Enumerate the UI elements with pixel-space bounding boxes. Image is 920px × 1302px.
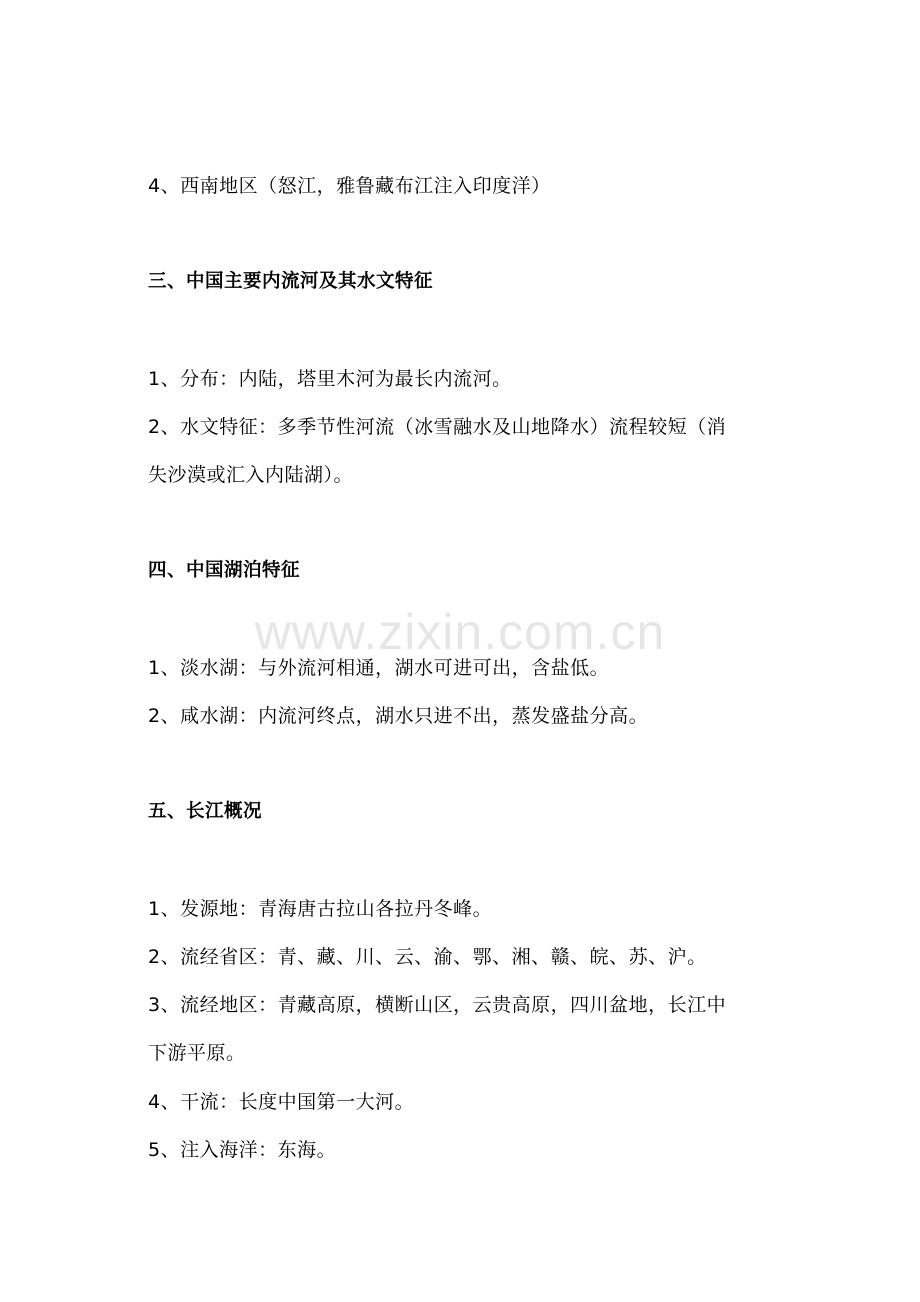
list-item-ocean: 5、注入海洋：东海。 [148,1139,337,1161]
watermark: www.zixin.com.cn [254,604,666,660]
list-item-southwest-rivers: 4、西南地区（怒江，雅鲁藏布江注入印度洋） [148,175,551,197]
list-item-regions-continued: 下游平原。 [148,1042,246,1064]
section-heading-lakes: 四、中国湖泊特征 [148,560,301,581]
list-item-provinces: 2、流经省区：青、藏、川、云、渝、鄂、湘、赣、皖、苏、沪。 [148,946,707,968]
list-item-source: 1、发源地：青海唐古拉山各拉丹冬峰。 [148,898,493,920]
list-item-regions: 3、流经地区：青藏高原，横断山区，云贵高原，四川盆地，长江中 [148,994,727,1016]
list-item-main-stream: 4、干流：长度中国第一大河。 [148,1091,415,1113]
section-heading-yangtze: 五、长江概况 [148,801,263,822]
list-item-saltwater-lake: 2、咸水湖：内流河终点，湖水只进不出，蒸发盛盐分高。 [148,705,649,727]
list-item-distribution: 1、分布：内陆，塔里木河为最长内流河。 [148,368,512,390]
section-heading-inland-rivers: 三、中国主要内流河及其水文特征 [148,271,434,292]
list-item-hydrology: 2、水文特征：多季节性河流（冰雪融水及山地降水）流程较短（消 [148,416,727,438]
list-item-hydrology-continued: 失沙漠或汇入内陆湖）。 [148,464,354,486]
list-item-freshwater-lake: 1、淡水湖：与外流河相通，湖水可进可出，含盐低。 [148,657,610,679]
